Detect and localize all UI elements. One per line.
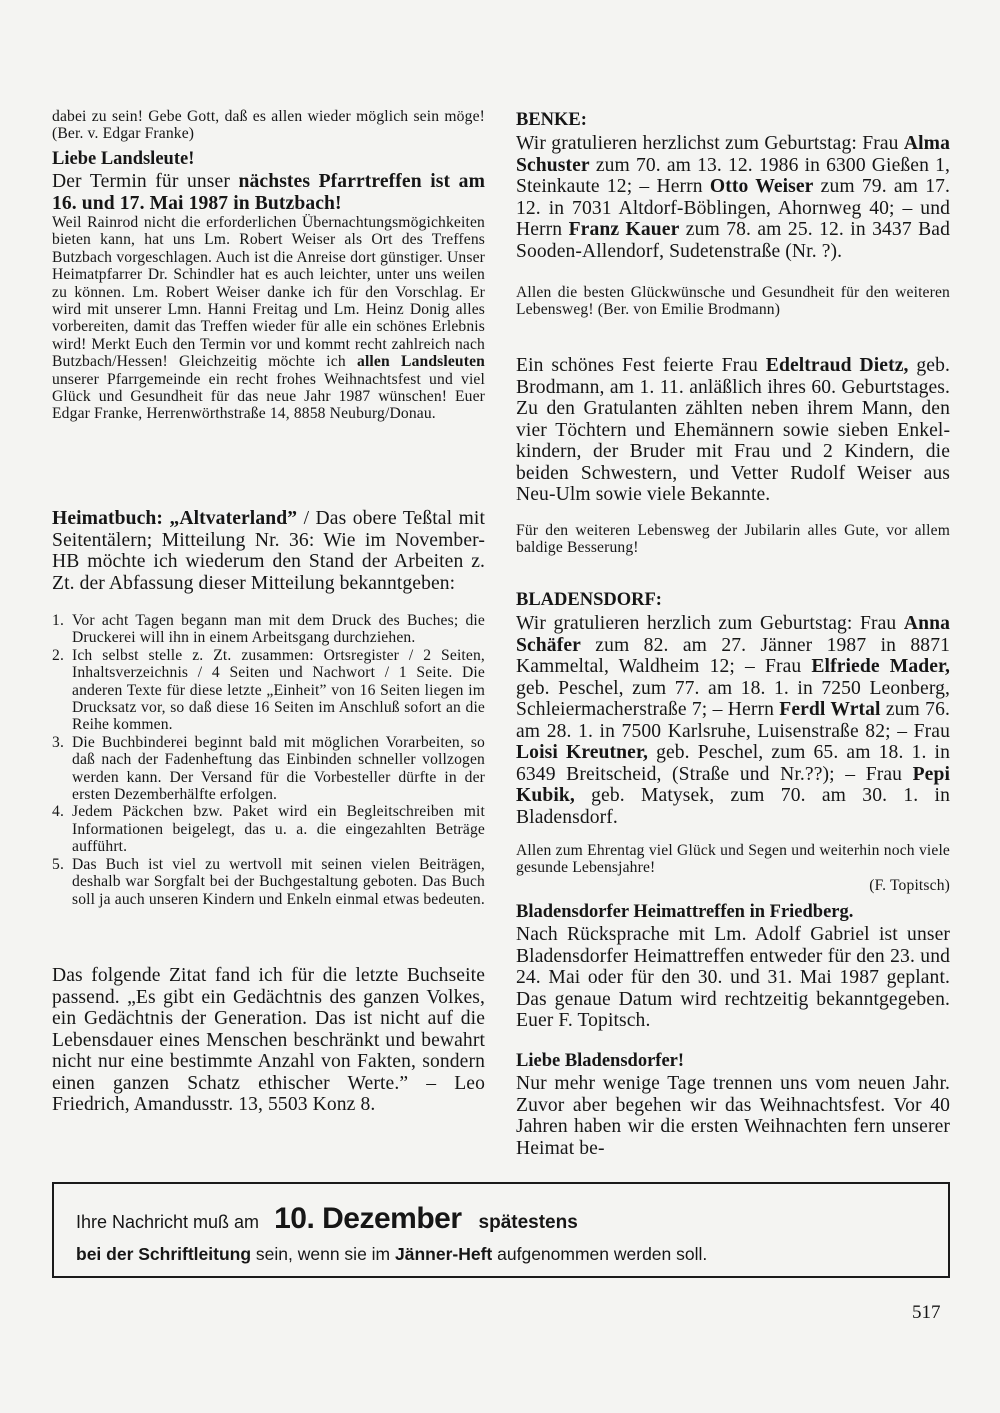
text-segment: unserer Pfarrgemeinde ein recht frohes Weihnachtsfest und viel Glück und Gesundheit für das neue Jahr 1987 wünschen! Euer Edgar Franke, Herrenwörthstraße 14, 8858 Neuburg/Donau. [52,370,485,423]
text-segment: Wir gratulieren herzlich zum Geburtstag: Frau [516,613,904,634]
list-number: 2. [52,646,64,664]
bold-text-segment: Edeltraud Dietz, [765,355,909,376]
heimatbuch-list [52,612,485,908]
intro-paragraph [52,108,485,143]
text-segment: Wir gratulieren herzlichst zum Geburtstag: Frau [516,133,904,154]
text-segment: Nur mehr wenige Tage trennen uns vom neuen Jahr. Zuvor aber begehen wir das Weihnachtsfest. Vor 40 Jahren haben wir die ersten Weihnachten fern unserer Heimat be- [516,1073,950,1159]
text-segment: zum 82. am 27. Jänner 1987 in 8871 Kammeltal, Waldheim 12; – Frau [516,634,950,677]
notice-text-bold: Jänner-Heft [395,1244,493,1264]
notice-line-1 [76,1202,578,1236]
text-segment: zum 78. am 25. 12. in 3437 Bad Sooden-Allendorf, Sudetenstraße (Nr. ?). [516,219,950,262]
notice-text: Ihre Nachricht muß am [76,1212,260,1232]
fest-wish [516,522,950,557]
fest-body [516,355,950,506]
text-segment: Der Termin für unser [52,171,239,192]
text-segment: geb. Peschel, zum 65. am 18. 1. in 6349 Breitscheid, (Straße und Nr.??); – Frau [516,742,950,785]
text-segment: zum 70. am 13. 12. 1986 in 6300 Gießen 1, Steinkaute 12; – Herrn [516,154,950,197]
deadline-notice-box [52,1182,950,1278]
notice-text: aufgenommen werden soll. [497,1244,708,1264]
bold-text-segment: Heimatbuch: „Altvaterland” [52,508,298,529]
heading-bladensdorf: BLADENSDORF: [516,590,662,610]
text-segment: zum 76. am 28. 1. in 7500 Karlsruhe, Luisenstraße 82; – Frau [516,699,950,742]
text-segment: zum 79. am 17. 12. in 7031 Altdorf-Böblingen, Ahornweg 40; – und Herrn [516,176,950,240]
bold-text-segment: Loisi Kreutner, [516,742,648,763]
benke-body [516,133,950,262]
bold-text-segment: Anna Schäfer [516,613,950,656]
list-item [52,856,485,908]
heading-heimattreffen: Bladensdorfer Heimattreffen in Friedberg. [516,902,854,922]
heading-liebe-bladensdorfer: Liebe Bladensdorfer! [516,1051,685,1071]
bladensdorf-body [516,613,950,828]
bladensdorf-wish [516,842,950,877]
notice-line-2 [76,1244,707,1265]
list-item [52,734,485,804]
page-number: 517 [912,1302,941,1323]
bold-text-segment: Ferdl Wrtal [779,699,881,720]
bold-text-segment: Alma Schuster [516,133,950,176]
list-number: 4. [52,803,64,821]
list-item [52,647,485,734]
text-segment: Allen zum Ehrentag viel Glück und Segen und weiterhin noch viele gesunde Lebensjahre! [516,842,950,877]
heimattreffen-body [516,924,950,1032]
list-text: Vor acht Tagen begann man mit dem Druck des Buches; die Druckerei will ihn in einem Arbeitsgang durchziehen. [72,612,485,647]
benke-wish [516,284,950,319]
notice-deadline-date: 10. Dezember [274,1202,462,1235]
list-text: Das Buch ist viel zu wertvoll mit seinen vielen Beiträgen, deshalb war Sorgfalt bei der Buchgestaltung geboten. Das Buch soll ja auch unseren Kindern und Enkeln einmal etwas bedeuten. [72,855,485,908]
text-segment: Nach Rücksprache mit Lm. Adolf Gabriel ist unser Bladensdorfer Heimattreffen entweder für den 23. und 24. Mai oder für den 30. und 31. Mai 1987 geplant. Das genaue Datum wird rechtzeitig bekanntgegeben. Euer F. Topitsch. [516,924,950,1031]
notice-text: sein, wenn sie im [255,1244,391,1264]
list-text: Ich selbst stelle z. Zt. zusammen: Ortsregister / 2 Seiten, Inhaltsverzeichnis / 4 Seiten und Nachwort / 1 Seite. Die anderen Texte für diese letzte „Einheit” von 16 Seiten liegen im Drucksatz vor, so daß diese 16 Seiten im Anschluß sofort an die Reihe kommen. [72,646,485,734]
list-number: 5. [52,855,64,873]
liebe-bladensdorfer-body [516,1073,950,1159]
list-number: 1. [52,612,64,629]
list-item [52,612,485,647]
text-segment: geb. Matysek, zum 70. am 30. 1. in Bladensdorf. [516,785,950,828]
bold-text-segment: Otto Weiser [709,176,814,197]
bold-text-segment: Franz Kauer [568,219,680,240]
bladensdorf-signature: (F. Topitsch) [869,877,950,894]
heading-liebe-landsleute: Liebe Landsleute! [52,149,195,169]
text-segment: geb. Brodmann, am 1. 11. anläßlich ihres 60. Geburtstages. Zu den Gratulanten zählten neben ihrem Mann, den vier Töchtern und Ehemännern sowie sieben Enkelkindern, der Bruder mit Frau und 2 Kindern, die beiden Schwestern, und Vetter Rudolf Weiser aus Neu-Ulm sowie viele Bekannte. [516,355,950,505]
text-segment: Weil Rainrod nicht die erforderlichen Übernachtungsmögichkeiten bieten kann, hat uns Lm. Robert Weiser als Ort des Treffens Butzbach vorgeschlagen. Auch ist die Anreise dort günstiger. Unser Heimatpfarrer Dr. Schindler hat es auch leichter, unter uns weilen zu können. Lm. Robert Weiser danke ich für den Vorschlag. Er wird mit unserer Lmn. Hanni Freitag und Lm. Heinz Donig alles vorbereiten, damit das Treffen wieder für alle ein schönes Erlebnis wird! Merkt Euch den Termin vor und kommt recht zahlreich nach Butzbach/Hessen! Gleichzeitig möchte ich [52,214,485,371]
notice-text-bold: spätestens [478,1212,578,1233]
heimatbuch-paragraph [52,508,485,594]
zitat-paragraph [52,965,485,1116]
pfarrtreffen-body [52,214,485,423]
bold-text-segment: Pepi Kubik, [516,763,950,806]
list-number: 3. [52,733,64,751]
text-segment: / Das obere Teßtal mit Seitentälern; Mitteilung Nr. 36: Wie im November-HB möchte ich wiederum den Stand der Arbeiten z. Zt. der Abfassung dieser Mitteilung bekanntgeben: [52,508,485,594]
list-text: Jedem Päckchen bzw. Paket wird ein Begleitschreiben mit Informationen beigelegt, das u. a. die eingezahlten Beträge aufführt. [72,803,485,856]
text-segment: Für den weiteren Lebensweg der Jubilarin alles Gute, vor allem baldige Besserung! [516,522,950,557]
list-item [52,803,485,855]
text-segment: Ein schönes Fest feierte Frau [516,355,766,376]
text-segment: Das folgende Zitat fand ich für die letzte Buchseite passend. „Es gibt ein Gedächtnis des ganzen Volkes, ein Gedächtnis der Generation. Das ist nicht auf die Lebensdauer eines Menschen beschränkt und bewahrt nicht nur eine bestimmte Anzahl von Fakten, sondern einen ganzen Schatz ethischer Werte.” – Leo Friedrich, Amandusstr. 13, 5503 Konz 8. [52,965,485,1115]
termin-paragraph [52,171,485,214]
bold-text-segment: nächstes Pfarrtreffen ist am 16. und 17. Mai 1987 in Butzbach! [52,171,485,214]
heading-benke: BENKE: [516,110,587,130]
text-segment: dabei zu sein! Gebe Gott, daß es allen wieder möglich sein möge! (Ber. v. Edgar Franke) [52,108,485,143]
bold-text-segment: Elfriede Mader, [811,656,950,677]
notice-text-bold: bei der Schriftleitung [76,1244,252,1264]
text-segment: geb. Peschel, zum 77. am 18. 1. in 7250 Leonberg, Schleiermacherstraße 7; – Herrn [516,677,950,720]
text-segment: Allen die besten Glückwünsche und Gesundheit für den weiteren Lebensweg! (Ber. von Emilie Brodmann) [516,284,950,319]
list-text: Die Buchbinderei beginnt bald mit möglichen Vorarbeiten, so daß nach der Fadenheftung das Einbinden schneller vollzogen werden kann. Der Versand für die Vorbesteller dürfte in der ersten Dezemberhälfte erfolgen. [72,733,485,804]
bold-text-segment: allen Landsleuten [357,353,485,371]
